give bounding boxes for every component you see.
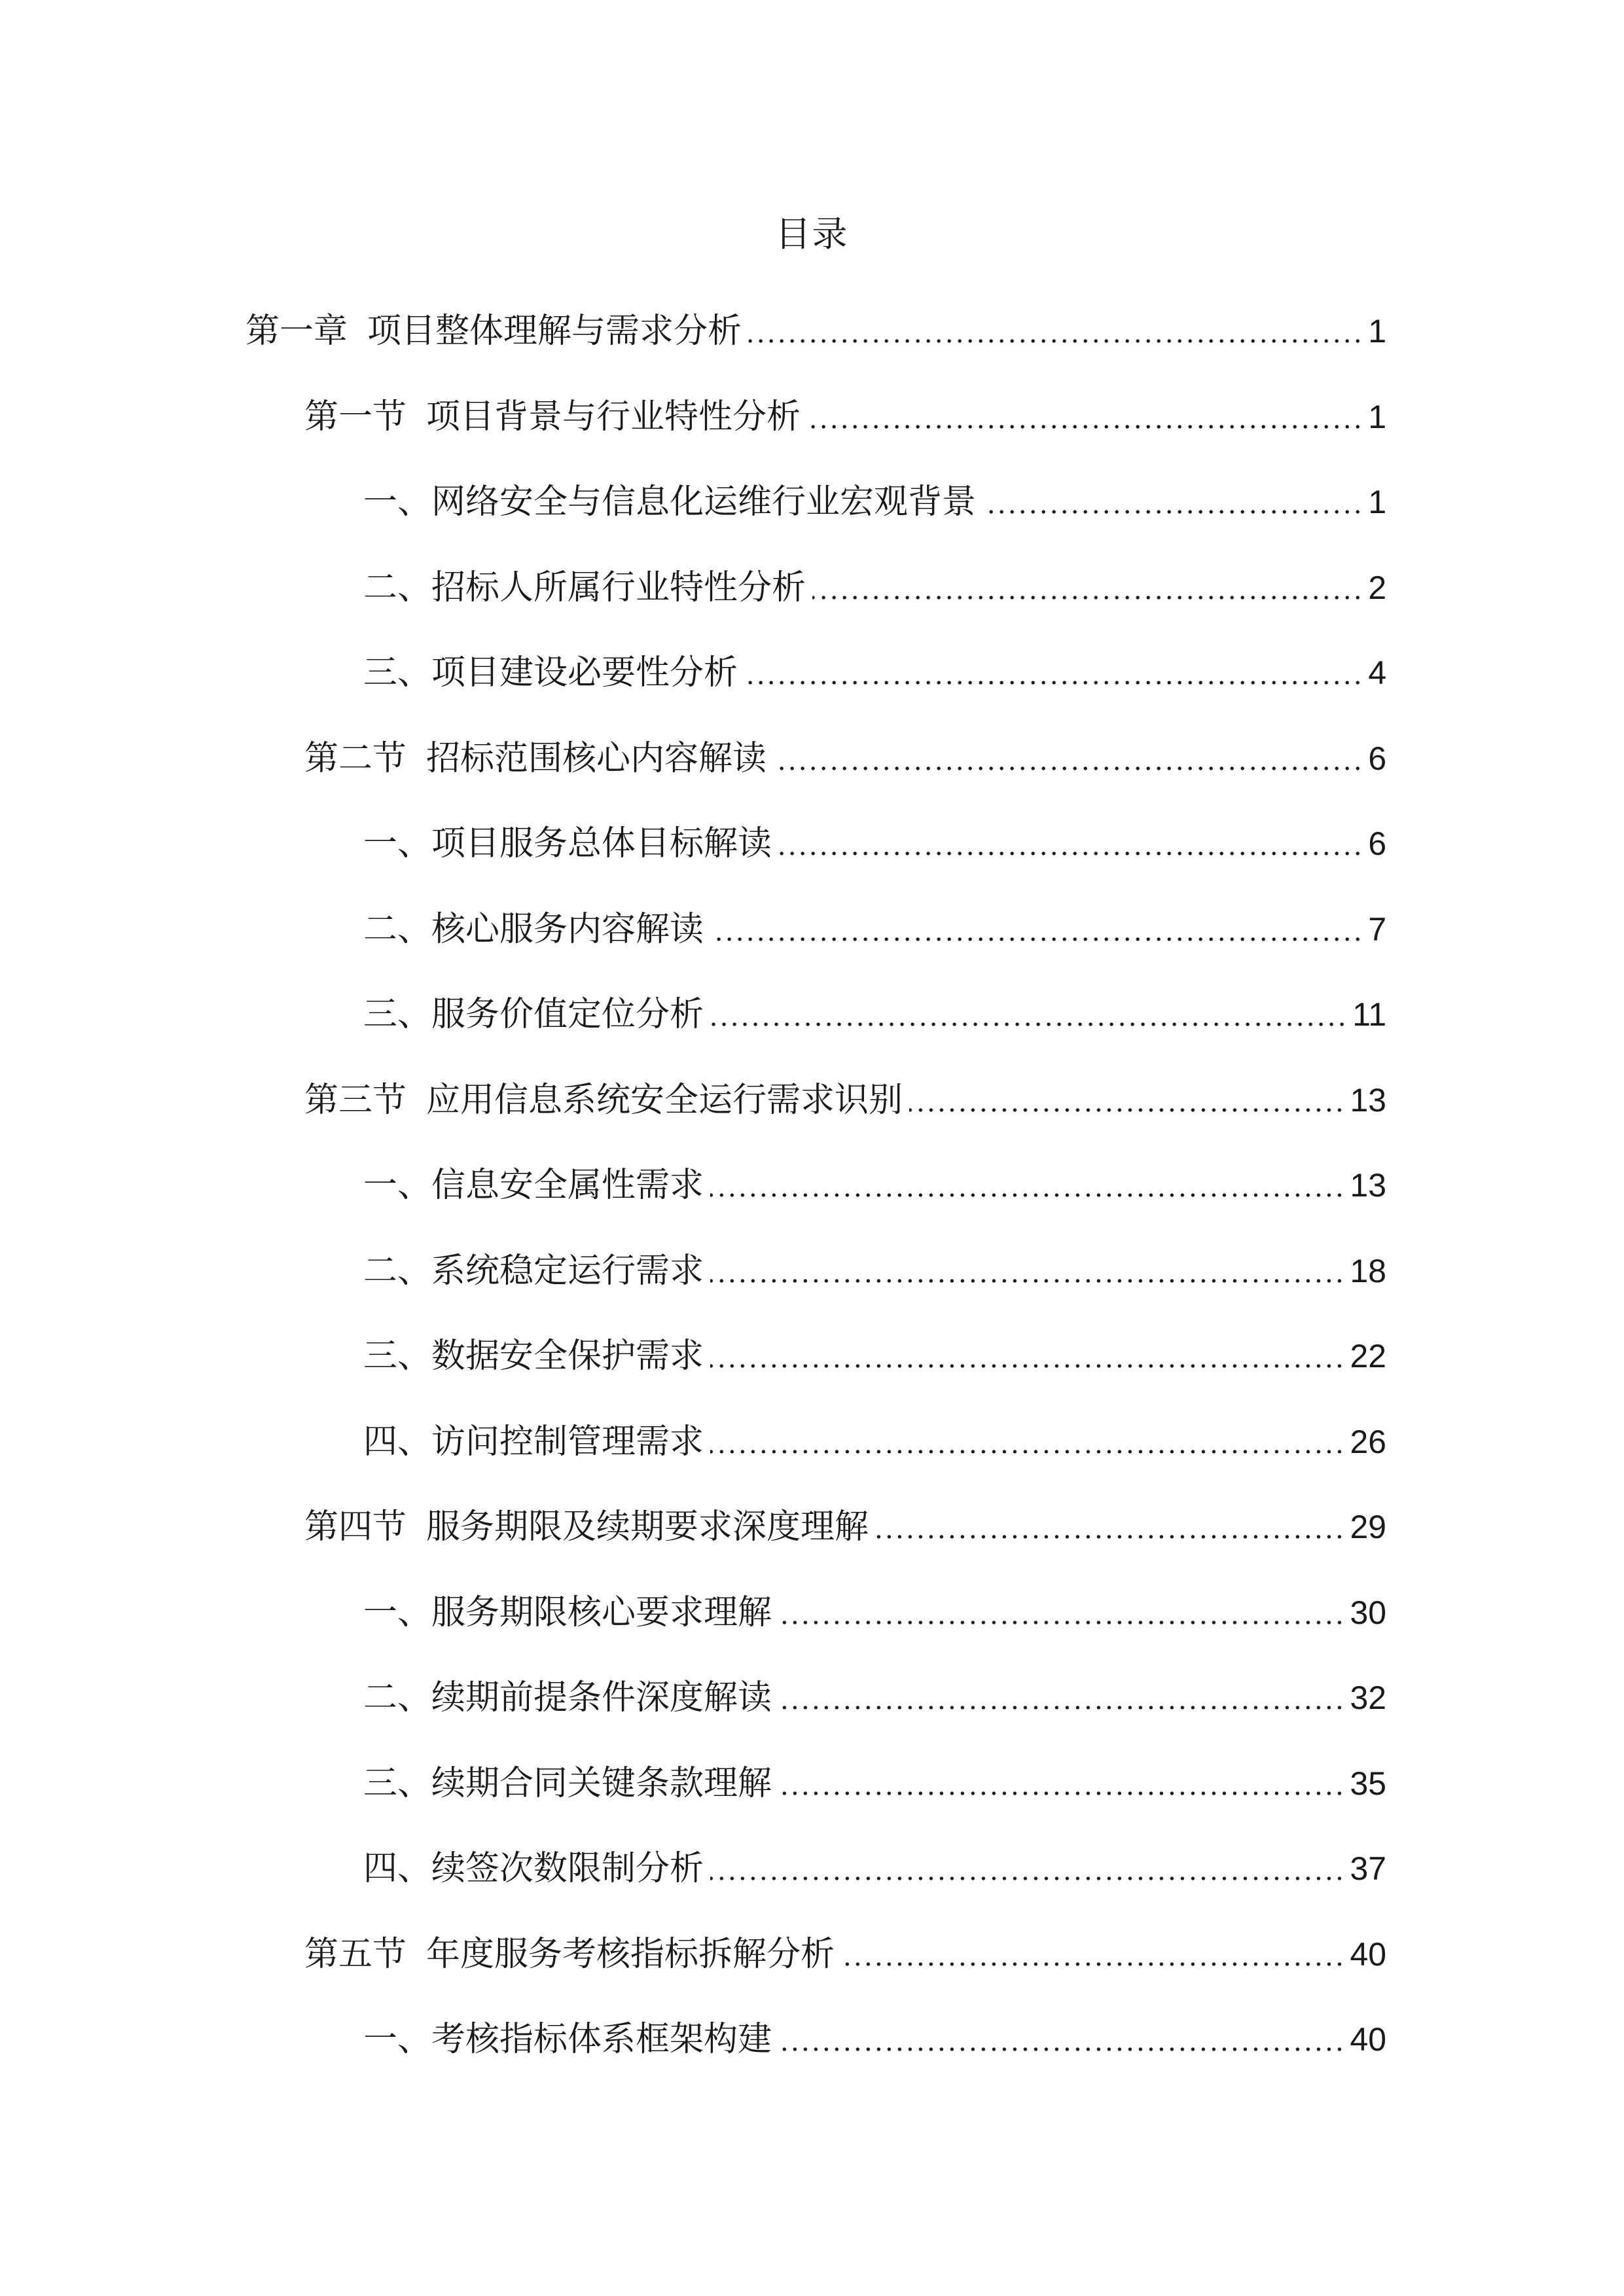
- toc-entry[interactable]: [0, 715, 1624, 801]
- toc-entry-title: 项目背景与行业特性分析: [426, 397, 801, 437]
- toc-dot-leader: [710, 937, 1363, 941]
- toc-entry-label: 第三节: [304, 1081, 407, 1119]
- toc-entry-text: [363, 562, 806, 614]
- toc-entry-label: 三、: [363, 1337, 432, 1375]
- toc-entry-text: [363, 1159, 704, 1211]
- toc-dot-leader: [841, 1962, 1344, 1966]
- toc-dot-leader: [773, 766, 1363, 770]
- toc-entry[interactable]: [0, 1399, 1624, 1484]
- toc-entry-label: 二、: [363, 910, 432, 948]
- toc-page-number: 29: [1350, 1509, 1386, 1545]
- toc-page-number: 40: [1350, 2021, 1386, 2058]
- toc-heading: 目录: [775, 213, 849, 255]
- toc-entry[interactable]: [0, 1740, 1624, 1826]
- toc-entry-text: [304, 1074, 903, 1126]
- toc-entry-title: 续期前提条件深度解读: [431, 1678, 772, 1717]
- toc-page-number: 26: [1350, 1423, 1386, 1460]
- toc-entry-text: [363, 988, 704, 1041]
- toc-entry-title: 信息安全属性需求: [431, 1166, 704, 1205]
- toc-entry-title: 年度服务考核指标拆解分析: [426, 1934, 835, 1974]
- toc-dot-leader: [748, 339, 1363, 343]
- toc-entry[interactable]: [0, 459, 1624, 545]
- toc-dot-leader: [710, 1450, 1344, 1454]
- toc-entry-title: 项目建设必要性分析: [431, 653, 738, 692]
- toc-entry-label: 第五节: [304, 1935, 407, 1973]
- toc-entry-title: 核心服务内容解读: [431, 909, 704, 949]
- toc-page-number: 30: [1350, 1594, 1386, 1631]
- toc-entry-label: 二、: [363, 1251, 432, 1290]
- toc-entry[interactable]: [0, 1655, 1624, 1740]
- toc-page-number: 1: [1368, 484, 1386, 520]
- toc-page-number: 2: [1368, 569, 1386, 606]
- toc-page-number: 35: [1350, 1765, 1386, 1802]
- toc-entry-text: [363, 903, 704, 956]
- toc-entry-title: 数据安全保护需求: [431, 1336, 704, 1376]
- toc-page-number: 40: [1350, 1935, 1386, 1973]
- table-of-contents: [0, 288, 1624, 2082]
- toc-entry-text: [363, 1416, 704, 1468]
- toc-entry[interactable]: [0, 374, 1624, 459]
- toc-entry[interactable]: [0, 971, 1624, 1057]
- toc-entry-label: 一、: [363, 1593, 432, 1632]
- toc-entry[interactable]: [0, 288, 1624, 374]
- toc-entry-text: [363, 647, 738, 699]
- toc-entry[interactable]: [0, 1228, 1624, 1314]
- toc-page-number: 22: [1350, 1338, 1386, 1374]
- toc-entry-text: [363, 476, 976, 528]
- toc-entry-title: 项目服务总体目标解读: [431, 824, 772, 863]
- toc-page-number: 11: [1352, 996, 1386, 1033]
- toc-entry-label: 二、: [363, 1679, 432, 1717]
- toc-page-number: 13: [1350, 1081, 1386, 1119]
- toc-page-number: 7: [1368, 910, 1386, 948]
- toc-entry[interactable]: [0, 1142, 1624, 1228]
- toc-dot-leader: [710, 1279, 1344, 1283]
- toc-entry-label: 二、: [363, 568, 432, 607]
- toc-entry-text: [304, 732, 767, 785]
- toc-entry-text: [363, 2013, 772, 2066]
- toc-entry-title: 系统稳定运行需求: [431, 1251, 704, 1291]
- toc-entry-title: 服务期限及续期要求深度理解: [426, 1507, 869, 1547]
- toc-entry-title: 网络安全与信息化运维行业宏观背景: [431, 482, 977, 522]
- toc-entry-label: 第一章: [245, 312, 348, 350]
- toc-dot-leader: [710, 1193, 1344, 1197]
- toc-entry-title: 考核指标体系框架构建: [431, 2020, 772, 2059]
- toc-entry[interactable]: [0, 1996, 1624, 2082]
- toc-entry-label: 一、: [363, 483, 432, 521]
- toc-page-number: 37: [1350, 1850, 1386, 1887]
- toc-entry-label: 四、: [363, 1850, 432, 1888]
- toc-entry-text: [363, 1842, 704, 1895]
- toc-entry-label: 第二节: [304, 739, 407, 778]
- toc-entry-text: [363, 1587, 772, 1639]
- toc-entry-text: [363, 1330, 704, 1382]
- toc-page-number: 6: [1368, 825, 1386, 862]
- toc-dot-leader: [807, 425, 1363, 429]
- toc-entry[interactable]: [0, 886, 1624, 972]
- toc-entry-label: 一、: [363, 825, 432, 863]
- toc-page-number: 18: [1350, 1252, 1386, 1289]
- toc-entry-label: 一、: [363, 2020, 432, 2058]
- toc-entry[interactable]: [0, 545, 1624, 630]
- toc-entry-title: 招标范围核心内容解读: [426, 738, 767, 778]
- toc-dot-leader: [778, 1791, 1344, 1795]
- toc-page-number: 4: [1368, 655, 1386, 691]
- toc-page-number: 1: [1368, 313, 1386, 350]
- toc-entry[interactable]: [0, 1911, 1624, 1997]
- toc-page-number: 6: [1368, 740, 1386, 777]
- toc-entry-label: 三、: [363, 1764, 432, 1803]
- toc-dot-leader: [778, 852, 1363, 855]
- toc-entry-title: 服务价值定位分析: [431, 995, 704, 1034]
- toc-entry-label: 三、: [363, 996, 432, 1033]
- toc-dot-leader: [778, 1621, 1344, 1624]
- toc-page-number: 32: [1350, 1679, 1386, 1716]
- toc-entry[interactable]: [0, 1484, 1624, 1570]
- toc-entry-title: 访问控制管理需求: [431, 1422, 704, 1462]
- toc-dot-leader: [744, 681, 1363, 685]
- toc-entry-text: [363, 817, 772, 870]
- toc-entry-label: 第四节: [304, 1508, 407, 1546]
- toc-dot-leader: [710, 1364, 1344, 1368]
- toc-entry-title: 项目整体理解与需求分析: [367, 312, 742, 351]
- toc-entry-title: 招标人所属行业特性分析: [431, 567, 806, 607]
- toc-dot-leader: [812, 596, 1363, 600]
- toc-entry-label: 三、: [363, 654, 432, 692]
- toc-entry[interactable]: [0, 1057, 1624, 1143]
- toc-entry-title: 服务期限核心要求理解: [431, 1592, 772, 1632]
- toc-entry-title: 续签次数限制分析: [431, 1849, 704, 1888]
- toc-entry-text: [363, 1757, 772, 1810]
- toc-entry-text: [304, 1501, 869, 1553]
- toc-entry[interactable]: [0, 1313, 1624, 1399]
- toc-entry-text: [304, 391, 801, 443]
- toc-dot-leader: [710, 1876, 1344, 1880]
- toc-entry-text: [304, 1928, 835, 1981]
- toc-page-number: 13: [1350, 1167, 1386, 1204]
- toc-entry-label: 一、: [363, 1166, 432, 1204]
- toc-dot-leader: [778, 2047, 1344, 2051]
- toc-entry-text: [245, 305, 742, 357]
- toc-dot-leader: [778, 1706, 1344, 1710]
- toc-dot-leader: [983, 510, 1363, 514]
- toc-dot-leader: [710, 1022, 1347, 1026]
- toc-dot-leader: [909, 1108, 1344, 1112]
- toc-entry[interactable]: [0, 630, 1624, 715]
- toc-entry-label: 四、: [363, 1422, 432, 1461]
- toc-entry-title: 续期合同关键条款理解: [431, 1763, 772, 1803]
- toc-entry-text: [363, 1245, 704, 1297]
- toc-entry[interactable]: [0, 1570, 1624, 1655]
- toc-page-number: 1: [1368, 398, 1386, 435]
- toc-entry-label: 第一节: [304, 397, 407, 436]
- toc-dot-leader: [875, 1535, 1344, 1539]
- toc-entry-title: 应用信息系统安全运行需求识别: [426, 1080, 903, 1120]
- toc-entry[interactable]: [0, 1825, 1624, 1911]
- toc-entry-text: [363, 1672, 772, 1724]
- toc-entry[interactable]: [0, 800, 1624, 886]
